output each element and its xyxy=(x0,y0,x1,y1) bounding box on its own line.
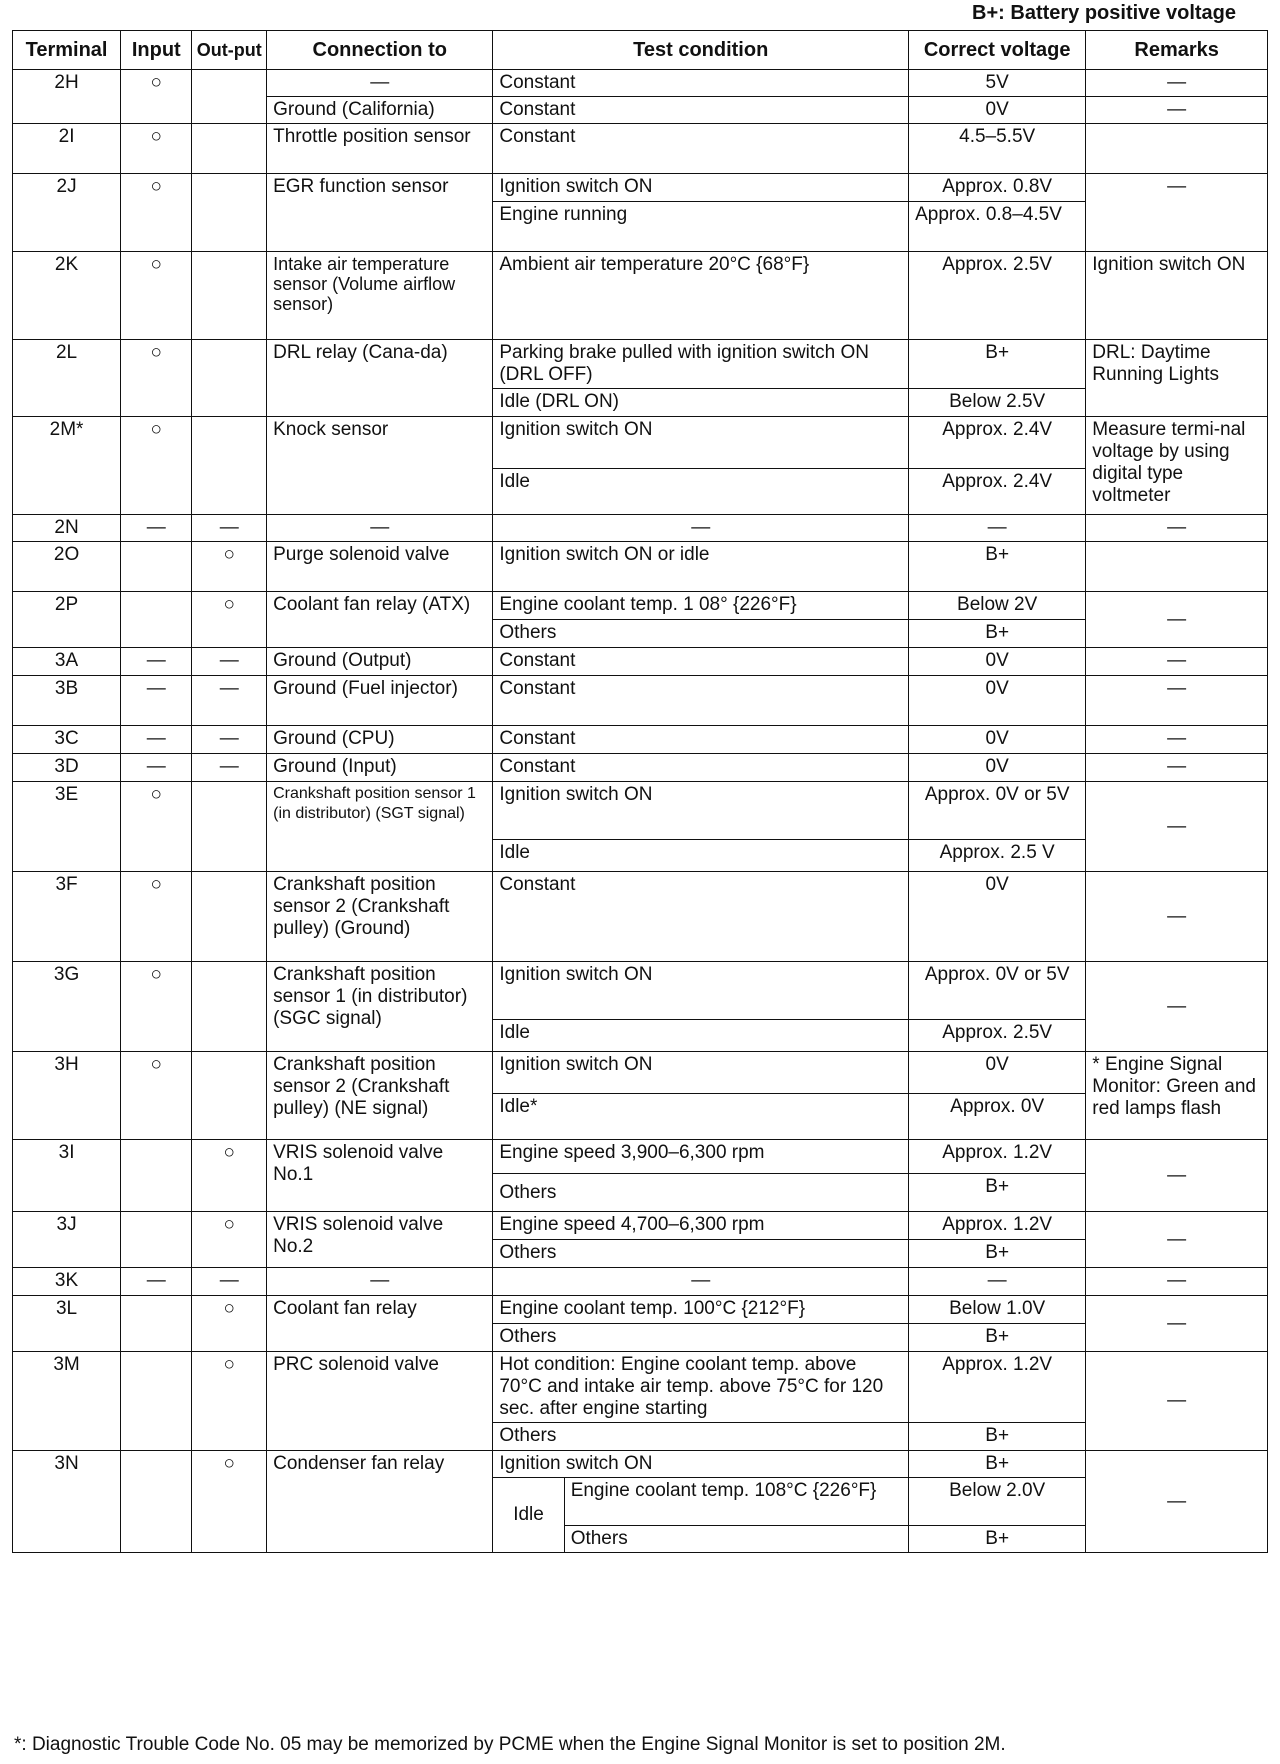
input-cell xyxy=(121,592,192,648)
remarks-cell: — xyxy=(1086,1296,1268,1352)
remarks-cell xyxy=(1086,124,1268,174)
test-condition-cell: Parking brake pulled with ignition switch ON (DRL OFF) xyxy=(493,340,909,389)
output-dash: — xyxy=(192,1268,267,1296)
connection-cell: Purge solenoid valve xyxy=(267,542,493,592)
connection-cell: Ground (Input) xyxy=(267,754,493,782)
voltage-cell: B+ xyxy=(909,1451,1086,1478)
table-row xyxy=(13,340,1268,389)
table-row xyxy=(13,1052,1268,1094)
voltage-cell: 0V xyxy=(909,1052,1086,1094)
voltage-cell: 0V xyxy=(909,676,1086,726)
test-condition-cell: Ignition switch ON xyxy=(493,174,909,202)
voltage-cell: 0V xyxy=(909,872,1086,962)
voltage-cell: Approx. 0V xyxy=(909,1094,1086,1140)
terminal-cell: 3L xyxy=(13,1296,121,1352)
input-cell xyxy=(121,1296,192,1352)
input-mark: ○ xyxy=(121,70,192,124)
terminal-voltage-table xyxy=(12,30,1268,1553)
test-condition-cell: Ignition switch ON xyxy=(493,782,909,840)
voltage-cell: — xyxy=(909,1268,1086,1296)
table-row xyxy=(13,872,1268,962)
test-condition-cell: Idle* xyxy=(493,1094,909,1140)
remarks-cell: — xyxy=(1086,1268,1268,1296)
input-cell xyxy=(121,1451,192,1553)
test-condition-cell: Others xyxy=(493,1423,909,1451)
terminal-cell: 2P xyxy=(13,592,121,648)
voltage-cell: B+ xyxy=(909,1324,1086,1352)
test-condition-cell: Ambient air temperature 20°C {68°F} xyxy=(493,252,909,340)
remarks-cell: Measure termi-nal voltage by using digital type voltmeter xyxy=(1086,417,1268,515)
connection-cell: — xyxy=(267,515,493,542)
output-dash: — xyxy=(192,754,267,782)
test-condition-cell: Ignition switch ON xyxy=(493,1451,909,1478)
document-page xyxy=(12,0,1268,1764)
output-dash: — xyxy=(192,515,267,542)
voltage-cell: Below 2.0V xyxy=(909,1478,1086,1526)
input-dash: — xyxy=(121,1268,192,1296)
header-correct-voltage: Correct voltage xyxy=(909,31,1086,70)
header-output: Out-put xyxy=(192,31,267,70)
test-condition-cell: Others xyxy=(493,1324,909,1352)
terminal-cell: 3M xyxy=(13,1352,121,1451)
remarks-cell: * Engine Signal Monitor: Green and red lamps flash xyxy=(1086,1052,1268,1140)
table-row xyxy=(13,676,1268,726)
voltage-cell: Approx. 0V or 5V xyxy=(909,962,1086,1020)
test-condition-cell: Constant xyxy=(493,754,909,782)
test-condition-cell: Constant xyxy=(493,676,909,726)
test-condition-cell: Engine speed 4,700–6,300 rpm xyxy=(493,1212,909,1240)
remarks-cell: — xyxy=(1086,97,1268,124)
header-connection: Connection to xyxy=(267,31,493,70)
input-dash: — xyxy=(121,754,192,782)
connection-cell: Throttle position sensor xyxy=(267,124,493,174)
terminal-cell: 2J xyxy=(13,174,121,252)
remarks-cell: — xyxy=(1086,1451,1268,1553)
table-row xyxy=(13,726,1268,754)
terminal-cell: 3B xyxy=(13,676,121,726)
output-mark: ○ xyxy=(192,542,267,592)
test-condition-cell: Engine coolant temp. 108°C {226°F} xyxy=(564,1478,908,1526)
voltage-cell: Approx. 2.4V xyxy=(909,417,1086,469)
voltage-cell: — xyxy=(909,515,1086,542)
voltage-cell: B+ xyxy=(909,542,1086,592)
voltage-cell: B+ xyxy=(909,1423,1086,1451)
output-cell xyxy=(192,124,267,174)
input-mark: ○ xyxy=(121,962,192,1052)
test-condition-cell: — xyxy=(493,515,909,542)
output-cell xyxy=(192,1052,267,1140)
remarks-cell: — xyxy=(1086,754,1268,782)
table-row xyxy=(13,70,1268,97)
voltage-cell: Approx. 1.2V xyxy=(909,1212,1086,1240)
remarks-cell: — xyxy=(1086,1140,1268,1212)
header-test-condition: Test condition xyxy=(493,31,909,70)
remarks-cell: DRL: Daytime Running Lights xyxy=(1086,340,1268,417)
output-cell xyxy=(192,252,267,340)
input-mark: ○ xyxy=(121,782,192,872)
remarks-cell: — xyxy=(1086,962,1268,1052)
test-condition-cell: Ignition switch ON xyxy=(493,1052,909,1094)
terminal-cell: 3E xyxy=(13,782,121,872)
table-row xyxy=(13,1140,1268,1174)
terminal-cell: 3G xyxy=(13,962,121,1052)
voltage-cell: 4.5–5.5V xyxy=(909,124,1086,174)
table-row xyxy=(13,417,1268,469)
voltage-cell: B+ xyxy=(909,1240,1086,1268)
remarks-cell: — xyxy=(1086,592,1268,648)
connection-cell: Intake air temperature sensor (Volume airflow sensor) xyxy=(267,252,493,340)
table-row xyxy=(13,592,1268,620)
terminal-cell: 2H xyxy=(13,70,121,124)
battery-note: B+: Battery positive voltage xyxy=(972,2,1236,24)
test-condition-cell: Ignition switch ON xyxy=(493,962,909,1020)
test-condition-cell: Ignition switch ON xyxy=(493,417,909,469)
voltage-cell: Approx. 2.5V xyxy=(909,1020,1086,1052)
voltage-cell: Approx. 0V or 5V xyxy=(909,782,1086,840)
table-row xyxy=(13,782,1268,840)
connection-cell: Knock sensor xyxy=(267,417,493,515)
test-condition-cell: Engine coolant temp. 100°C {212°F} xyxy=(493,1296,909,1324)
voltage-cell: Below 2.5V xyxy=(909,389,1086,417)
table-row xyxy=(13,648,1268,676)
connection-cell: Crankshaft position sensor 1 (in distributor) (SGT signal) xyxy=(267,782,493,872)
connection-cell: Crankshaft position sensor 1 (in distributor) (SGC signal) xyxy=(267,962,493,1052)
voltage-cell: Approx. 0.8V xyxy=(909,174,1086,202)
output-cell xyxy=(192,782,267,872)
output-cell xyxy=(192,70,267,124)
output-cell xyxy=(192,872,267,962)
table-row xyxy=(13,1212,1268,1240)
input-mark: ○ xyxy=(121,1052,192,1140)
terminal-cell: 2K xyxy=(13,252,121,340)
voltage-cell: B+ xyxy=(909,1526,1086,1553)
terminal-cell: 2I xyxy=(13,124,121,174)
header-terminal: Terminal xyxy=(13,31,121,70)
terminal-cell: 3N xyxy=(13,1451,121,1553)
terminal-cell: 2L xyxy=(13,340,121,417)
test-condition-cell: Constant xyxy=(493,872,909,962)
test-condition-cell: Idle xyxy=(493,840,909,872)
test-condition-cell: Constant xyxy=(493,70,909,97)
header-row xyxy=(13,31,1268,70)
terminal-cell: 3H xyxy=(13,1052,121,1140)
test-condition-cell: Engine speed 3,900–6,300 rpm xyxy=(493,1140,909,1174)
output-cell xyxy=(192,340,267,417)
connection-cell: Crankshaft position sensor 2 (Crankshaft pulley) (Ground) xyxy=(267,872,493,962)
terminal-cell: 3A xyxy=(13,648,121,676)
terminal-cell: 3C xyxy=(13,726,121,754)
test-condition-cell: Constant xyxy=(493,97,909,124)
remarks-cell: — xyxy=(1086,782,1268,872)
output-mark: ○ xyxy=(192,1451,267,1553)
test-condition-cell: Constant xyxy=(493,124,909,174)
voltage-cell: Approx. 1.2V xyxy=(909,1140,1086,1174)
table-row xyxy=(13,962,1268,1020)
test-condition-cell: Idle (DRL ON) xyxy=(493,389,909,417)
connection-cell: Ground (CPU) xyxy=(267,726,493,754)
remarks-cell: — xyxy=(1086,1212,1268,1268)
voltage-cell: 0V xyxy=(909,97,1086,124)
test-condition-cell: — xyxy=(493,1268,909,1296)
connection-cell: Ground (California) xyxy=(267,97,493,124)
input-cell xyxy=(121,1140,192,1212)
connection-cell: DRL relay (Cana-da) xyxy=(267,340,493,417)
input-mark: ○ xyxy=(121,872,192,962)
connection-cell: VRIS solenoid valve No.1 xyxy=(267,1140,493,1212)
output-mark: ○ xyxy=(192,1352,267,1451)
input-mark: ○ xyxy=(121,417,192,515)
connection-cell: Coolant fan relay xyxy=(267,1296,493,1352)
connection-cell: — xyxy=(267,70,493,97)
terminal-cell: 3F xyxy=(13,872,121,962)
remarks-cell: — xyxy=(1086,515,1268,542)
voltage-cell: Below 1.0V xyxy=(909,1296,1086,1324)
terminal-cell: 3K xyxy=(13,1268,121,1296)
output-mark: ○ xyxy=(192,592,267,648)
table-row xyxy=(13,174,1268,202)
voltage-cell: Approx. 1.2V xyxy=(909,1352,1086,1423)
connection-cell: Ground (Fuel injector) xyxy=(267,676,493,726)
connection-cell: EGR function sensor xyxy=(267,174,493,252)
input-dash: — xyxy=(121,515,192,542)
table-row xyxy=(13,1268,1268,1296)
input-cell xyxy=(121,1212,192,1268)
header-input: Input xyxy=(121,31,192,70)
table-row xyxy=(13,542,1268,592)
input-mark: ○ xyxy=(121,174,192,252)
input-dash: — xyxy=(121,726,192,754)
voltage-cell: B+ xyxy=(909,1174,1086,1212)
test-condition-cell: Others xyxy=(493,620,909,648)
test-condition-cell: Engine running xyxy=(493,202,909,252)
voltage-cell: 5V xyxy=(909,70,1086,97)
output-dash: — xyxy=(192,676,267,726)
terminal-cell: 3I xyxy=(13,1140,121,1212)
connection-cell: — xyxy=(267,1268,493,1296)
voltage-cell: 0V xyxy=(909,754,1086,782)
table-row xyxy=(13,1352,1268,1423)
input-dash: — xyxy=(121,648,192,676)
output-cell xyxy=(192,962,267,1052)
input-cell xyxy=(121,542,192,592)
table-row xyxy=(13,124,1268,174)
test-condition-cell: Idle xyxy=(493,469,909,515)
test-condition-cell: Others xyxy=(493,1174,909,1212)
voltage-cell: Approx. 2.4V xyxy=(909,469,1086,515)
output-cell xyxy=(192,417,267,515)
remarks-cell: Ignition switch ON xyxy=(1086,252,1268,340)
input-mark: ○ xyxy=(121,340,192,417)
table-row xyxy=(13,754,1268,782)
remarks-cell: — xyxy=(1086,174,1268,252)
terminal-cell: 3J xyxy=(13,1212,121,1268)
table-row xyxy=(13,252,1268,340)
test-condition-cell: Engine coolant temp. 1 08° {226°F} xyxy=(493,592,909,620)
table-row xyxy=(13,1296,1268,1324)
voltage-cell: B+ xyxy=(909,340,1086,389)
test-condition-cell: Idle xyxy=(493,1020,909,1052)
output-mark: ○ xyxy=(192,1140,267,1212)
table-row xyxy=(13,515,1268,542)
remarks-cell: — xyxy=(1086,648,1268,676)
connection-cell: Crankshaft position sensor 2 (Crankshaft pulley) (NE signal) xyxy=(267,1052,493,1140)
header-remarks: Remarks xyxy=(1086,31,1268,70)
input-mark: ○ xyxy=(121,252,192,340)
remarks-cell: — xyxy=(1086,726,1268,754)
output-mark: ○ xyxy=(192,1296,267,1352)
remarks-cell: — xyxy=(1086,676,1268,726)
terminal-cell: 2N xyxy=(13,515,121,542)
test-condition-cell: Others xyxy=(564,1526,908,1553)
footnote: *: Diagnostic Trouble Code No. 05 may be memorized by PCME when the Engine Signal Monitor is set to position 2M. xyxy=(14,1734,1006,1755)
test-condition-cell: Ignition switch ON or idle xyxy=(493,542,909,592)
voltage-cell: 0V xyxy=(909,726,1086,754)
output-cell xyxy=(192,174,267,252)
input-cell xyxy=(121,1352,192,1451)
connection-cell: Ground (Output) xyxy=(267,648,493,676)
remarks-cell: — xyxy=(1086,872,1268,962)
voltage-cell: Below 2V xyxy=(909,592,1086,620)
connection-cell: PRC solenoid valve xyxy=(267,1352,493,1451)
output-dash: — xyxy=(192,726,267,754)
table-row xyxy=(13,1451,1268,1478)
input-mark: ○ xyxy=(121,124,192,174)
remarks-cell: — xyxy=(1086,70,1268,97)
terminal-cell: 2M* xyxy=(13,417,121,515)
voltage-cell: Approx. 2.5 V xyxy=(909,840,1086,872)
voltage-cell: 0V xyxy=(909,648,1086,676)
voltage-cell: B+ xyxy=(909,620,1086,648)
idle-cell: Idle xyxy=(493,1478,564,1553)
test-condition-cell: Hot condition: Engine coolant temp. above 70°C and intake air temp. above 75°C for 120 sec. after engine starting xyxy=(493,1352,909,1423)
remarks-cell: — xyxy=(1086,1352,1268,1451)
test-condition-cell: Others xyxy=(493,1240,909,1268)
remarks-cell xyxy=(1086,542,1268,592)
connection-cell: VRIS solenoid valve No.2 xyxy=(267,1212,493,1268)
connection-cell: Condenser fan relay xyxy=(267,1451,493,1553)
output-dash: — xyxy=(192,648,267,676)
voltage-cell: Approx. 2.5V xyxy=(909,252,1086,340)
terminal-cell: 3D xyxy=(13,754,121,782)
test-condition-cell: Constant xyxy=(493,648,909,676)
connection-cell: Coolant fan relay (ATX) xyxy=(267,592,493,648)
output-mark: ○ xyxy=(192,1212,267,1268)
test-condition-cell: Constant xyxy=(493,726,909,754)
voltage-cell: Approx. 0.8–4.5V xyxy=(909,202,1086,252)
input-dash: — xyxy=(121,676,192,726)
terminal-cell: 2O xyxy=(13,542,121,592)
